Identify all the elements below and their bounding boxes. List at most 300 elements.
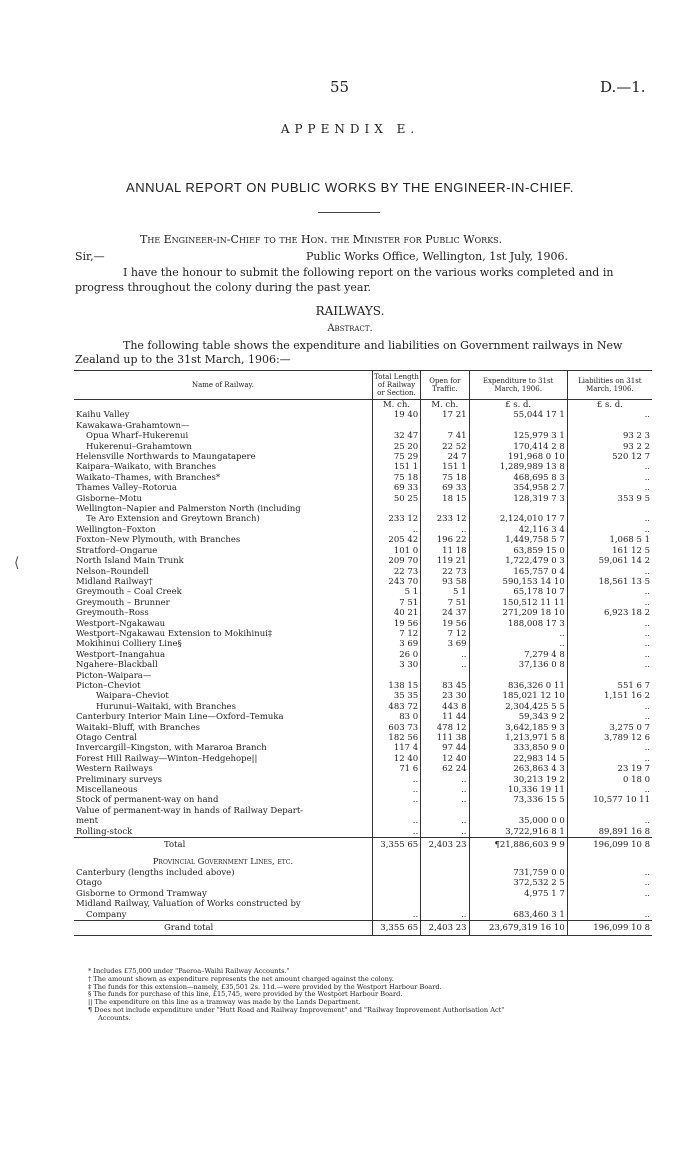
cell-length: 19 40 [372, 410, 420, 420]
cell-exp [469, 671, 567, 681]
table-row [74, 608, 652, 618]
cell-exp: 1,722,479 0 3 [469, 556, 567, 566]
cell-liab: 93 2 2 [567, 442, 652, 452]
cell-length: 117 4 [372, 743, 420, 753]
cell-open [421, 878, 469, 888]
cell-name: ment [76, 816, 98, 827]
table-row [74, 795, 652, 805]
cell-length: 243 70 [372, 577, 420, 587]
cell-liab: .. [567, 785, 652, 795]
cell-name: Mokihinui Colliery Line§ [76, 639, 182, 650]
cell-name: Opua Wharf–Hukerenui [86, 431, 189, 442]
table-row [74, 838, 652, 853]
cell-name: Helensville Northwards to Maungatapere [76, 452, 256, 463]
cell-open: 75 18 [421, 473, 469, 483]
table-row [74, 619, 652, 629]
cell-open: 2,403 23 [421, 920, 469, 935]
cell-name: Stock of permanent-way on hand [76, 795, 219, 806]
cell-exp: 1,289,989 13 8 [469, 462, 567, 472]
table-row [74, 421, 652, 431]
cell-length [372, 868, 420, 878]
cell-exp: 23,679,319 16 10 [469, 920, 567, 935]
cell-open: 7 12 [421, 629, 469, 639]
table-row [74, 910, 652, 921]
cell-exp [469, 421, 567, 431]
table-row [74, 816, 652, 826]
cell-exp: .. [469, 629, 567, 639]
table-row [74, 514, 652, 524]
cell-liab: 10,577 10 11 [567, 795, 652, 805]
cell-length: .. [372, 816, 420, 826]
table-header-row [74, 371, 652, 400]
table-row [74, 723, 652, 733]
cell-exp: 683,460 3 1 [469, 910, 567, 921]
cell-exp: 263,863 4 3 [469, 764, 567, 774]
cell-length: 71 6 [372, 764, 420, 774]
cell-open: .. [421, 785, 469, 795]
cell-open: .. [421, 775, 469, 785]
cell-length: 7 51 [372, 598, 420, 608]
cell-name: Picton–Waipara— [76, 670, 152, 681]
cell-length: 22 73 [372, 567, 420, 577]
cell-open: 23 30 [421, 691, 469, 701]
cell-liab: 520 12 7 [567, 452, 652, 462]
cell-name: Company [86, 909, 127, 920]
table-row [74, 587, 652, 597]
cell-exp: 7,279 4 8 [469, 650, 567, 660]
cell-exp: 42,116 3 4 [469, 525, 567, 535]
cell-liab: 89,891 16 8 [567, 827, 652, 838]
cell-liab: .. [567, 816, 652, 826]
footnote: ‡ The funds for this extension—namely, £35,501 2s. 11d.—were provided by the Westport Harbour Board. [88, 982, 442, 991]
cell-exp: 2,124,010 17 7 [469, 514, 567, 524]
cell-name: North Island Main Trunk [76, 556, 184, 567]
table-row [74, 567, 652, 577]
cell-length [372, 878, 420, 888]
table-row [74, 494, 652, 504]
cell-name: Ngahere–Blackball [76, 660, 158, 671]
cell-length: 40 21 [372, 608, 420, 618]
cell-liab [567, 806, 652, 816]
cell-length [372, 671, 420, 681]
table-row [74, 868, 652, 878]
cell-liab: 0 18 0 [567, 775, 652, 785]
cell-length [372, 806, 420, 816]
table-row [74, 452, 652, 462]
cell-open: 478 12 [421, 723, 469, 733]
table-row [74, 671, 652, 681]
cell-exp: 10,336 19 11 [469, 785, 567, 795]
cell-open: 7 41 [421, 431, 469, 441]
footnote: || The expenditure on this line as a tramway was made by the Lands Department. [88, 998, 361, 1007]
table-row [74, 629, 652, 639]
cell-length: 5 1 [372, 587, 420, 597]
cell-liab: .. [567, 410, 652, 420]
cell-exp [469, 899, 567, 909]
cell-open: 18 15 [421, 494, 469, 504]
cell-liab: .. [567, 660, 652, 670]
cell-name: Miscellaneous [76, 785, 138, 796]
unit-length: M. ch. [372, 400, 420, 411]
cell-open: 83 45 [421, 681, 469, 691]
cell-length: 7 12 [372, 629, 420, 639]
cell-liab: .. [567, 754, 652, 764]
cell-length [372, 889, 420, 899]
cell-exp: 836,326 0 11 [469, 681, 567, 691]
page-number: 55 [330, 78, 350, 96]
cell-exp [469, 806, 567, 816]
table-row [74, 660, 652, 670]
footnote: † The amount shown as expenditure represents the net amount charged against the colony. [88, 974, 394, 983]
table-row [74, 681, 652, 691]
cell-open: 2,403 23 [421, 838, 469, 853]
table-row [74, 525, 652, 535]
cell-exp: .. [469, 639, 567, 649]
cell-length: 19 56 [372, 619, 420, 629]
cell-liab: 551 6 7 [567, 681, 652, 691]
cell-exp: 271,209 18 10 [469, 608, 567, 618]
cell-open: 93 58 [421, 577, 469, 587]
cell-liab: .. [567, 462, 652, 472]
cell-open: 97 44 [421, 743, 469, 753]
cell-open [421, 504, 469, 514]
cell-length: 101 0 [372, 546, 420, 556]
cell-liab: 23 19 7 [567, 764, 652, 774]
appendix-heading: APPENDIX E. [280, 122, 420, 136]
office-date: Public Works Office, Wellington, 1st July, 1906. [306, 250, 569, 263]
cell-length: 12 40 [372, 754, 420, 764]
unit-open: M. ch. [421, 400, 469, 411]
table-row [74, 442, 652, 452]
provincial-heading: Provincial Government Lines, etc. [152, 857, 294, 868]
cell-length: 3 69 [372, 639, 420, 649]
cell-length: .. [372, 827, 420, 838]
cell-length: 83 0 [372, 712, 420, 722]
cell-liab [567, 421, 652, 431]
cell-open [421, 899, 469, 909]
cell-exp: 35,000 0 0 [469, 816, 567, 826]
cell-open [421, 671, 469, 681]
cell-exp: 731,759 0 0 [469, 868, 567, 878]
cell-liab: 1,151 16 2 [567, 691, 652, 701]
cell-liab: .. [567, 514, 652, 524]
railway-table [74, 370, 652, 936]
cell-name: Wellington–Foxton [76, 524, 156, 535]
cell-name: Greymouth – Coal Creek [76, 587, 182, 598]
cell-liab: 18,561 13 5 [567, 577, 652, 587]
footnote: ¶ Does not include expenditure under "Hutt Road and Railway Improvement" and "Railway Improvement Authorisation Act" [88, 1005, 505, 1014]
cell-name: Waipara–Cheviot [96, 691, 169, 702]
cell-open: 19 56 [421, 619, 469, 629]
cell-exp: 1,449,758 5 7 [469, 535, 567, 545]
cell-open: 12 40 [421, 754, 469, 764]
cell-liab: 3,275 0 7 [567, 723, 652, 733]
cell-liab: .. [567, 619, 652, 629]
provincial-heading-row [74, 852, 652, 867]
cell-exp: 65,178 10 7 [469, 587, 567, 597]
table-row [74, 899, 652, 909]
units-row [74, 400, 652, 411]
cell-exp: 59,343 9 2 [469, 712, 567, 722]
cell-length: 138 15 [372, 681, 420, 691]
cell-liab: 196,099 10 8 [567, 920, 652, 935]
table-row [74, 546, 652, 556]
cell-liab: .. [567, 650, 652, 660]
cell-liab: 1,068 5 1 [567, 535, 652, 545]
cell-exp: 468,695 8 3 [469, 473, 567, 483]
cell-length: .. [372, 775, 420, 785]
cell-exp [469, 504, 567, 514]
cell-liab: .. [567, 878, 652, 888]
table-row [74, 598, 652, 608]
table-row [74, 504, 652, 514]
cell-liab [567, 504, 652, 514]
table-row [74, 577, 652, 587]
table-row [74, 410, 652, 420]
cell-name: Preliminary surveys [76, 774, 163, 785]
cell-length: 3,355 65 [372, 920, 420, 935]
cell-open: 7 51 [421, 598, 469, 608]
cell-exp: 128,319 7 3 [469, 494, 567, 504]
cell-name: Greymouth–Ross [76, 608, 149, 619]
table-row [74, 483, 652, 493]
cell-exp: 22,983 14 5 [469, 754, 567, 764]
cell-liab [567, 671, 652, 681]
cell-name: Total [74, 838, 372, 853]
cell-liab: .. [567, 473, 652, 483]
cell-liab: .. [567, 483, 652, 493]
table-row [74, 702, 652, 712]
cell-open: 24 37 [421, 608, 469, 618]
table-row [74, 754, 652, 764]
cell-name: Hukerenui–Grahamtown [86, 441, 192, 452]
cell-exp: 73,336 15 5 [469, 795, 567, 805]
header-name: Name of Railway. [74, 371, 372, 400]
section-heading: RAILWAYS. [315, 304, 385, 318]
title-divider [318, 212, 380, 213]
cell-open: 24 7 [421, 452, 469, 462]
cell-open: 11 44 [421, 712, 469, 722]
unit-liabilities: £ s. d. [567, 400, 652, 411]
cell-liab: .. [567, 743, 652, 753]
cell-exp: 2,304,425 5 5 [469, 702, 567, 712]
cell-exp: 4,975 1 7 [469, 889, 567, 899]
table-row [74, 764, 652, 774]
cell-name: Wellington–Napier and Palmerston North (including [76, 504, 301, 515]
cell-name: Midland Railway, Valuation of Works constructed by [76, 899, 301, 910]
cell-open: 22 73 [421, 567, 469, 577]
cell-length: 69 33 [372, 483, 420, 493]
cell-length: 3,355 65 [372, 838, 420, 853]
cell-exp: 333,850 9 0 [469, 743, 567, 753]
cell-open: .. [421, 816, 469, 826]
cell-length: .. [372, 785, 420, 795]
cell-name: Waikato–Thames, with Branches* [76, 472, 221, 483]
cell-name: Nelson–Roundell [76, 566, 149, 577]
table-row [74, 889, 652, 899]
cell-open: .. [421, 795, 469, 805]
page-reference: D.—1. [600, 78, 646, 96]
cell-liab: .. [567, 525, 652, 535]
table-row [74, 733, 652, 743]
cell-liab: 93 2 3 [567, 431, 652, 441]
cell-name: Western Railways [76, 764, 153, 775]
cell-liab: .. [567, 629, 652, 639]
cell-exp: 3,722,916 8 1 [469, 827, 567, 838]
cell-length: 182 56 [372, 733, 420, 743]
footnote: * Includes £75,000 under "Paeroa–Waihi Railway Accounts." [88, 967, 290, 975]
table-row [74, 462, 652, 472]
cell-open: .. [421, 660, 469, 670]
footnote: § The funds for purchase of this line, £15,745, were provided by the Westport Harbour Board. [88, 990, 403, 999]
cell-exp: 63,859 15 0 [469, 546, 567, 556]
report-title: ANNUAL REPORT ON PUBLIC WORKS BY THE ENGINEER-IN-CHIEF. [126, 180, 574, 195]
cell-liab: 353 9 5 [567, 494, 652, 504]
address-line: The Engineer-in-Chief to the Hon. the Minister for Public Works. [140, 233, 503, 246]
cell-open: .. [421, 525, 469, 535]
cell-name: Midland Railway† [76, 576, 153, 587]
cell-open: 151 1 [421, 462, 469, 472]
cell-open: 22 52 [421, 442, 469, 452]
cell-open: 443 8 [421, 702, 469, 712]
salutation: Sir,— [75, 250, 105, 263]
cell-name: Kawakawa-Grahamtown— [76, 420, 190, 431]
cell-open: .. [421, 650, 469, 660]
cell-name: Rolling-stock [76, 826, 133, 837]
cell-open: 62 24 [421, 764, 469, 774]
cell-liab: 6,923 18 2 [567, 608, 652, 618]
cell-liab: .. [567, 702, 652, 712]
cell-open: 3 69 [421, 639, 469, 649]
cell-liab: 161 12 5 [567, 546, 652, 556]
cell-exp: 191,968 0 10 [469, 452, 567, 462]
cell-name: Otago [76, 878, 103, 889]
cell-open: .. [421, 910, 469, 921]
cell-name: Stratford–Ongarue [76, 545, 158, 556]
cell-length: 25 20 [372, 442, 420, 452]
cell-exp: ¶21,886,603 9 9 [469, 838, 567, 853]
cell-length: 205 42 [372, 535, 420, 545]
cell-length: 209 70 [372, 556, 420, 566]
cell-liab: .. [567, 889, 652, 899]
table-row [74, 806, 652, 816]
cell-name: Invercargill–Kingston, with Mararoa Branch [76, 743, 267, 754]
cell-exp: 354,958 2 7 [469, 483, 567, 493]
cell-length: 35 35 [372, 691, 420, 701]
cell-length: 483 72 [372, 702, 420, 712]
cell-liab: 59,061 14 2 [567, 556, 652, 566]
cell-length: 75 18 [372, 473, 420, 483]
table-row [74, 535, 652, 545]
cell-name: Kaipara–Waikato, with Branches [76, 462, 217, 473]
cell-exp: 1,213,971 5 8 [469, 733, 567, 743]
cell-length: 26 0 [372, 650, 420, 660]
cell-exp: 170,414 2 8 [469, 442, 567, 452]
cell-liab: .. [567, 639, 652, 649]
cell-open: 111 38 [421, 733, 469, 743]
cell-name: Canterbury Interior Main Line—Oxford–Temuka [76, 712, 284, 723]
intro-paragraph: I have the honour to submit the following report on the various works completed and in progress throughout the colony during the past year. [75, 266, 614, 294]
cell-liab: .. [567, 567, 652, 577]
subheading: Abstract. [327, 323, 373, 334]
cell-exp: 150,512 11 11 [469, 598, 567, 608]
cell-name: Foxton–New Plymouth, with Branches [76, 535, 241, 546]
cell-length: 603 73 [372, 723, 420, 733]
table-row [74, 556, 652, 566]
cell-open: 69 33 [421, 483, 469, 493]
cell-length: 32 47 [372, 431, 420, 441]
cell-exp: 372,532 2 5 [469, 878, 567, 888]
cell-exp: 30,213 19 2 [469, 775, 567, 785]
cell-length: .. [372, 795, 420, 805]
cell-open [421, 889, 469, 899]
cell-name: Westport–Inangahua [76, 649, 166, 660]
header-expenditure: Expenditure to 31st March, 1906. [469, 371, 567, 400]
cell-open [421, 421, 469, 431]
table-row [74, 920, 652, 935]
cell-length: 3 30 [372, 660, 420, 670]
cell-name: Te Aro Extension and Greytown Branch) [86, 514, 260, 525]
cell-name: Grand total [74, 920, 372, 935]
cell-name: Westport–Ngakawau Extension to Mokihinui‡ [76, 628, 273, 639]
cell-open: 11 18 [421, 546, 469, 556]
cell-liab: .. [567, 868, 652, 878]
cell-open: 17 21 [421, 410, 469, 420]
cell-liab: .. [567, 598, 652, 608]
table-row [74, 785, 652, 795]
table-row [74, 878, 652, 888]
header-liabilities: Liabilities on 31st March, 1906. [567, 371, 652, 400]
table-row [74, 827, 652, 838]
table-row [74, 775, 652, 785]
cell-exp: 185,021 12 10 [469, 691, 567, 701]
table-intro-paragraph: The following table shows the expenditure and liabilities on Government railways in New Zealand up to the 31st March, 1906:— [75, 339, 623, 366]
cell-length: 233 12 [372, 514, 420, 524]
cell-name: Value of permanent-way in hands of Railway Depart- [76, 805, 304, 816]
cell-length: 50 25 [372, 494, 420, 504]
cell-liab [567, 899, 652, 909]
cell-name: Greymouth – Brunner [76, 597, 170, 608]
header-length: Total Length of Railway or Section. [372, 371, 420, 400]
cell-name: Canterbury (lengths included above) [76, 867, 235, 878]
cell-liab: .. [567, 587, 652, 597]
table-row [74, 650, 652, 660]
cell-name: Picton–Cheviot [76, 680, 141, 691]
table-row [74, 473, 652, 483]
cell-name: Gisborne to Ormond Tramway [76, 888, 207, 899]
cell-length: .. [372, 525, 420, 535]
cell-liab: 196,099 10 8 [567, 838, 652, 853]
cell-exp: 55,044 17 1 [469, 410, 567, 420]
margin-mark: ⟨ [14, 555, 20, 571]
table-row [74, 639, 652, 649]
table-row [74, 431, 652, 441]
cell-exp: 37,136 0 8 [469, 660, 567, 670]
cell-open [421, 868, 469, 878]
cell-name: Westport–Ngakawau [76, 618, 166, 629]
cell-length: 151 1 [372, 462, 420, 472]
cell-liab: .. [567, 910, 652, 921]
cell-name: Thames Valley–Rotorua [76, 483, 177, 494]
cell-open: 5 1 [421, 587, 469, 597]
cell-open: .. [421, 827, 469, 838]
cell-name: Gisborne–Motu [76, 493, 142, 504]
cell-open [421, 806, 469, 816]
cell-length: 75 29 [372, 452, 420, 462]
cell-name: Waitaki–Bluff, with Branches [76, 722, 201, 733]
cell-open: 196 22 [421, 535, 469, 545]
unit-expenditure: £ s. d. [469, 400, 567, 411]
